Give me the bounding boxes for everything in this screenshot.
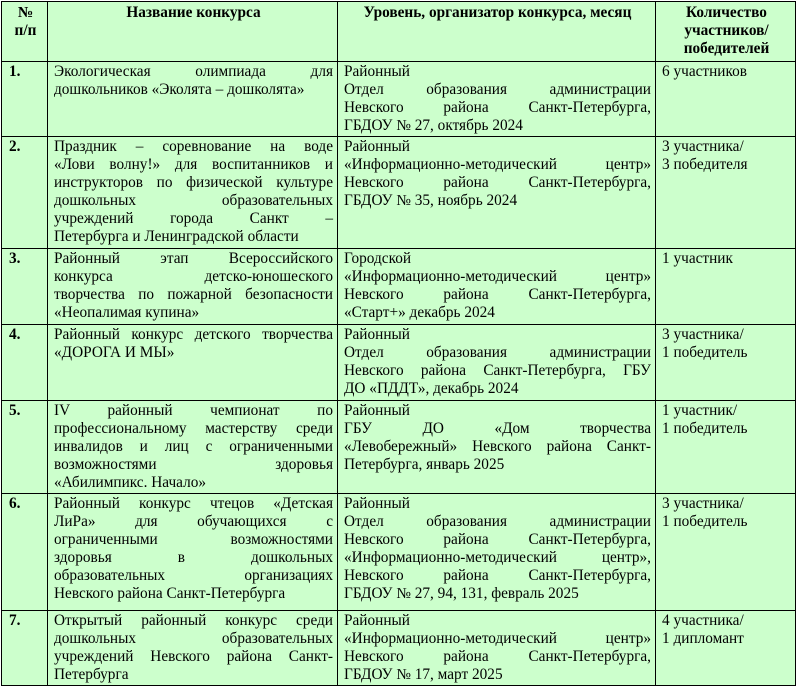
- participants-count-line: 1 участник/: [662, 402, 738, 419]
- contest-name-line: творчества по пожарной безопасности: [54, 286, 333, 303]
- contest-level-line: ГБДОУ № 27, 94, 131, февраль 2025: [344, 585, 579, 602]
- contest-name-line: «Лови волну!» для воспитанников и: [54, 156, 333, 173]
- table-row: [2, 401, 796, 494]
- participants-count-line: 3 участника/: [662, 138, 744, 155]
- table-row: [2, 62, 796, 137]
- contest-name-line: инструкторов по физической культуре: [54, 174, 333, 191]
- contest-level-line: Отдел образования администрации: [344, 344, 651, 361]
- row-number: 6.: [2, 494, 48, 611]
- contest-name-line: дошкольных образовательных: [54, 630, 333, 647]
- contest-name-line: возможностями здоровья: [54, 456, 333, 473]
- participants-count: [656, 494, 796, 611]
- participants-count-line: 3 участника/: [662, 495, 744, 512]
- participants-count: [656, 62, 796, 137]
- contest-name: [48, 325, 338, 401]
- contests-table: [1, 1, 796, 686]
- contest-name: [48, 494, 338, 611]
- contest-name-line: Праздник – соревнование на воде: [54, 138, 333, 155]
- contest-level-line: ГБДОУ № 27, октябрь 2024: [344, 117, 523, 134]
- contest-level-line: Районный: [344, 63, 410, 80]
- contest-name-line: Районный этап Всероссийского: [54, 250, 333, 267]
- contest-name-line: Открытый районный конкурс среди: [54, 612, 333, 629]
- contest-name-line: инвалидов и лиц с ограниченными: [54, 438, 333, 455]
- participants-count: [656, 249, 796, 325]
- contest-name-line: ограниченными возможностями: [54, 531, 333, 548]
- participants-count-line: 1 победитель: [662, 344, 748, 361]
- contest-level-line: «Информационно-методический центр»: [344, 156, 651, 173]
- contest-level: [338, 249, 656, 325]
- contest-name: [48, 611, 338, 686]
- header-number: [2, 2, 48, 62]
- contest-level-line: Районный: [344, 138, 410, 155]
- contest-level: [338, 494, 656, 611]
- participants-count-line: 1 участник: [662, 250, 733, 267]
- contest-level-line: Невского района Санкт-Петербурга, ГБУ: [344, 362, 651, 379]
- contest-name-line: «Абилимпикс. Начало»: [54, 474, 207, 491]
- participants-count: [656, 401, 796, 494]
- contest-level-line: Петербурга, январь 2025: [344, 456, 505, 473]
- contest-name-line: IV районный чемпионат по: [54, 402, 333, 419]
- contest-level-line: Невского района Санкт-Петербурга,: [344, 567, 651, 584]
- contest-level-line: Городской: [344, 250, 412, 267]
- header-number-line1: №: [17, 4, 34, 21]
- contest-level-line: «Информационно-методический центр»: [344, 268, 651, 285]
- contest-level-line: Невского района Санкт-Петербурга,: [344, 286, 651, 303]
- participants-count-line: 6 участников: [662, 63, 747, 80]
- contest-name-line: Экологическая олимпиада для: [54, 63, 333, 80]
- contest-name-line: учреждений Невского района Санкт-: [54, 648, 333, 665]
- contest-level-line: Невского района Санкт-Петербурга,: [344, 174, 651, 191]
- row-number: 2.: [2, 137, 48, 249]
- table-row: [2, 137, 796, 249]
- contest-level: [338, 62, 656, 137]
- contest-name: [48, 401, 338, 494]
- contest-level-line: Невского района Санкт-Петербурга,: [344, 531, 651, 548]
- contest-level-line: Районный: [344, 402, 410, 419]
- contest-level-line: «Информационно-методический центр»,: [344, 549, 651, 566]
- contest-level: [338, 401, 656, 494]
- participants-count-line: 3 победителя: [662, 156, 748, 173]
- contest-level-line: ГБУ ДО «Дом творчества: [344, 420, 651, 437]
- participants-count-line: 1 победитель: [662, 513, 748, 530]
- row-number: 5.: [2, 401, 48, 494]
- participants-count: [656, 611, 796, 686]
- contest-name-line: дошкольников «Эколята – дошколята»: [54, 81, 305, 98]
- participants-count-line: 4 участника/: [662, 612, 744, 629]
- contest-name-line: Невского района Санкт-Петербурга: [54, 585, 286, 602]
- contest-name-line: Петербурга и Ленинградской области: [54, 228, 299, 245]
- contest-name: [48, 249, 338, 325]
- header-level: Уровень, организатор конкурса, месяц: [338, 2, 656, 62]
- contest-name-line: «Неопалимая купина»: [54, 304, 200, 321]
- contest-level-line: Невского района Санкт-Петербурга,: [344, 99, 651, 116]
- contest-level-line: «Левобережный» Невского района Санкт-: [344, 438, 651, 455]
- contest-level-line: Невского района Санкт-Петербурга,: [344, 648, 651, 665]
- header-count: Количество участников/ победителей: [656, 2, 796, 62]
- participants-count: [656, 325, 796, 401]
- row-number: 1.: [2, 62, 48, 137]
- header-number-line2: п/п: [14, 22, 37, 39]
- contest-name-line: Районный конкурс детского творчества: [54, 326, 333, 343]
- contest-level-line: Отдел образования администрации: [344, 513, 651, 530]
- contest-name: [48, 62, 338, 137]
- contest-level: [338, 611, 656, 686]
- contest-name-line: ЛиРа» для обучающихся с: [54, 513, 333, 530]
- table-row: [2, 249, 796, 325]
- table-body: [2, 62, 796, 686]
- header-row: [2, 2, 796, 62]
- contest-level-line: Районный: [344, 612, 410, 629]
- table-row: [2, 494, 796, 611]
- table-row: [2, 325, 796, 401]
- contest-name-line: «ДОРОГА И МЫ»: [54, 344, 175, 361]
- contest-name-line: здоровья в дошкольных: [54, 549, 333, 566]
- participants-count-line: 1 дипломант: [662, 630, 744, 647]
- contest-name-line: дошкольных образовательных: [54, 192, 333, 209]
- contest-name-line: Петербурга: [54, 666, 129, 683]
- contest-name: [48, 137, 338, 249]
- header-contest-name: Название конкурса: [48, 2, 338, 62]
- contest-level-line: ГБДОУ № 35, ноябрь 2024: [344, 192, 518, 209]
- contest-level-line: Отдел образования администрации: [344, 81, 651, 98]
- contest-level-line: «Старт+» декабрь 2024: [344, 304, 495, 321]
- contest-level: [338, 325, 656, 401]
- participants-count-line: 3 участника/: [662, 326, 744, 343]
- row-number: 3.: [2, 249, 48, 325]
- contest-level-line: Районный: [344, 495, 410, 512]
- table-row: [2, 611, 796, 686]
- contest-level-line: «Информационно-методический центр»: [344, 630, 651, 647]
- contest-level-line: ДО «ПДДТ», декабрь 2024: [344, 380, 519, 397]
- row-number: 7.: [2, 611, 48, 686]
- contest-name-line: учреждений города Санкт –: [54, 210, 333, 227]
- contest-name-line: конкурса детско-юношеского: [54, 268, 333, 285]
- contest-name-line: образовательных организациях: [54, 567, 333, 584]
- participants-count-line: 1 победитель: [662, 420, 748, 437]
- contest-name-line: Районный конкурс чтецов «Детская: [54, 495, 333, 512]
- contest-level: [338, 137, 656, 249]
- participants-count: [656, 137, 796, 249]
- contest-name-line: профессиональному мастерству среди: [54, 420, 333, 437]
- row-number: 4.: [2, 325, 48, 401]
- contest-level-line: Районный: [344, 326, 410, 343]
- contest-level-line: ГБДОУ № 17, март 2025: [344, 666, 503, 683]
